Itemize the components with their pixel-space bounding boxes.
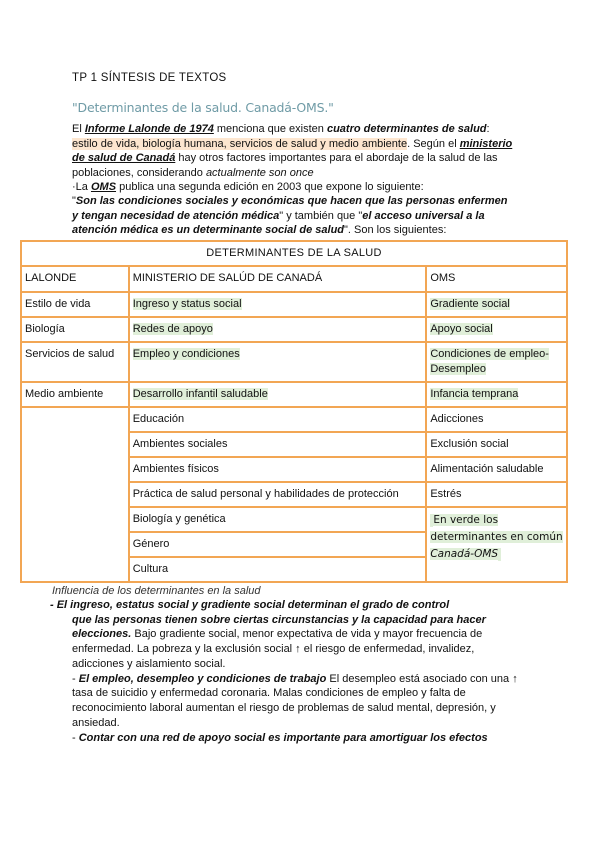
text: - — [72, 673, 79, 685]
table-cell: Infancia temprana — [430, 388, 519, 400]
table-cell: Ambientes físicos — [129, 457, 427, 482]
highlighted-text: estilo de vida, biología humana, servicios de salud y medio ambiente — [72, 138, 408, 150]
text: menciona que existen — [213, 123, 327, 135]
table-caption: DETERMINANTES DE LA SALUD — [21, 241, 567, 266]
table-cell: Educación — [129, 407, 427, 432]
table-cell: Desarrollo infantil saludable — [132, 388, 268, 400]
table-cell: Biología y genética — [129, 507, 427, 532]
text: ·La — [72, 181, 91, 193]
table-cell: Género — [129, 532, 427, 557]
cursor-bar — [498, 548, 501, 561]
bullet-text: - El ingreso, estatus social y gradiente social determinan el grado de control — [50, 599, 450, 611]
table-cell: Gradiente social — [430, 298, 510, 310]
bullet-text: que las personas tienen sobre ciertas circunstancias y la capacidad para hacer — [72, 614, 486, 626]
table-cell: Adicciones — [426, 407, 567, 432]
determinants-table — [20, 240, 568, 583]
note-line: Canadá-OMS — [430, 548, 499, 560]
section-heading: Influencia de los determinantes en la salud — [52, 585, 261, 597]
emphasis: elecciones. — [72, 628, 132, 640]
column-header: MINISTERIO DE SALÚD DE CANADÁ — [129, 266, 427, 292]
quote: el acceso universal a la — [362, 210, 485, 222]
text: ansiedad. — [72, 717, 120, 729]
text: . Según el — [407, 138, 460, 150]
table-cell: Alimentación saludable — [426, 457, 567, 482]
quote: Son las condiciones sociales y económicas que hacen que las personas enfermen — [75, 195, 508, 207]
table-row — [21, 342, 567, 382]
text: " y también que " — [279, 210, 363, 222]
emphasis: ministerio — [459, 138, 513, 150]
table-cell: Estilo de vida — [21, 292, 129, 317]
text: poblaciones, considerando — [72, 167, 206, 179]
table-cell: Servicios de salud — [21, 342, 129, 382]
column-header: LALONDE — [21, 266, 129, 292]
emphasis: Informe Lalonde de 1974 — [84, 123, 214, 135]
table-cell: Apoyo social — [430, 323, 493, 335]
italic-text: actualmente son once — [205, 167, 314, 179]
document-title: TP 1 SÍNTESIS DE TEXTOS — [72, 72, 227, 84]
emphasis: cuatro determinantes de salud — [326, 123, 487, 135]
legend-note — [426, 507, 567, 582]
text: publica una segunda edición en 2003 que expone lo siguiente: — [116, 181, 424, 193]
emphasis: Contar con una red de apoyo social es importante para amortiguar los efectos — [78, 732, 488, 744]
note-line: En verde los — [433, 514, 499, 526]
text: hay otros factores importantes para el abordaje de la salud de las — [175, 152, 498, 164]
text: El desempleo está asociado con una ↑ — [326, 673, 518, 685]
table-row — [21, 407, 567, 432]
text: - — [72, 732, 79, 744]
column-header: OMS — [426, 266, 567, 292]
text: " — [72, 195, 76, 207]
emphasis: OMS — [90, 181, 117, 193]
table-cell: Cultura — [129, 557, 427, 582]
empty-cell — [21, 407, 129, 582]
text: Bajo gradiente social, menor expectativa de vida y mayor frecuencia de — [131, 628, 483, 640]
text: reconocimiento laboral aumentan el riesgo de problemas de salud mental, depresión, y — [72, 702, 496, 714]
text: El — [72, 123, 85, 135]
table-row — [21, 382, 567, 407]
table-cell: Empleo y condiciones — [132, 348, 240, 360]
table-cell: Condiciones de empleo-Desempleo — [430, 348, 549, 375]
table-cell: Exclusión social — [426, 432, 567, 457]
document-subtitle: "Determinantes de la salud. Canadá-OMS." — [72, 100, 334, 115]
table-cell: Estrés — [426, 482, 567, 507]
text: enfermedad. La pobreza y la exclusión social ↑ el riesgo de enfermedad, invalidez, — [72, 643, 475, 655]
text: adicciones y aislamiento social. — [72, 658, 226, 670]
emphasis: de salud de Canadá — [72, 152, 176, 164]
table-cell: Medio ambiente — [21, 382, 129, 407]
table-cell: Práctica de salud personal y habilidades de protección — [129, 482, 427, 507]
table-cell: Ambientes sociales — [129, 432, 427, 457]
table-row — [21, 292, 567, 317]
table-cell: Ingreso y status social — [132, 298, 242, 310]
note-line: determinantes en común — [430, 531, 563, 543]
quote: atención médica es un determinante social de salud — [72, 224, 345, 236]
text: tasa de suicidio y enfermedad coronaria. Malas condiciones de empleo y falta de — [72, 687, 466, 699]
emphasis: El empleo, desempleo y condiciones de trabajo — [78, 673, 327, 685]
quote: y tengan necesidad de atención médica — [72, 210, 280, 222]
text: ". Son los siguientes: — [344, 224, 447, 236]
table-row — [21, 317, 567, 342]
table-cell: Biología — [21, 317, 129, 342]
table-cell: Redes de apoyo — [132, 323, 213, 335]
text: : — [486, 123, 490, 135]
